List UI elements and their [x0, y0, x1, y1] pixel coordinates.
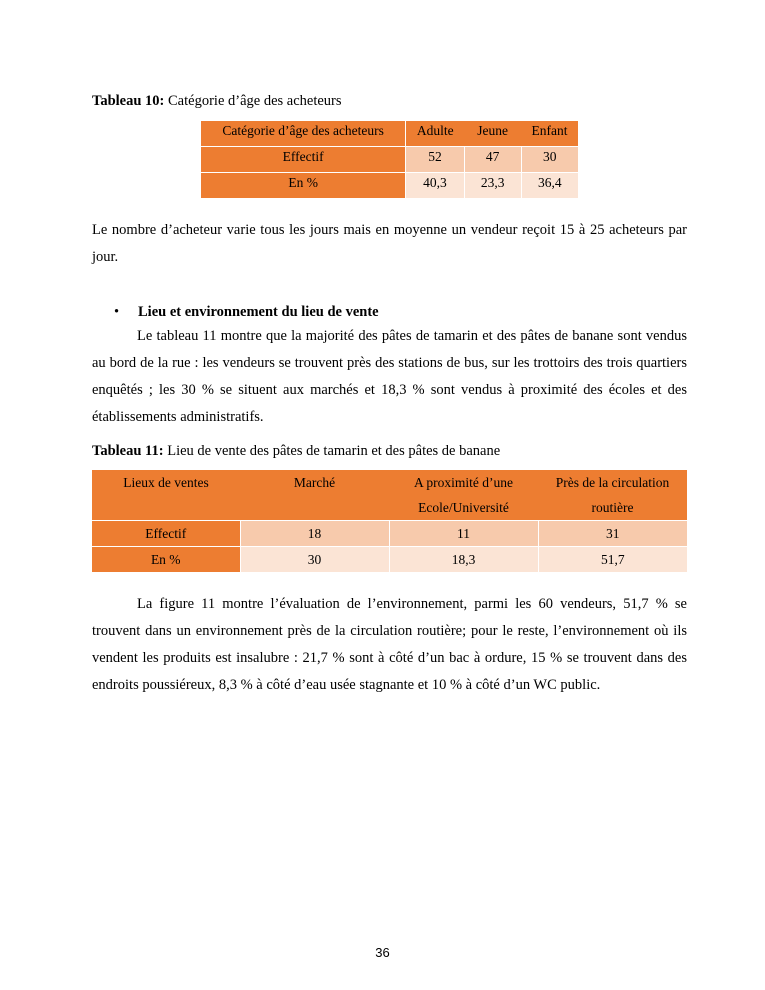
- table-11-caption-label: Tableau 11:: [92, 443, 164, 459]
- section-title: Lieu et environnement du lieu de vente: [138, 304, 379, 320]
- table-10-cell: 30: [521, 147, 578, 173]
- table-10-cell: 52: [406, 147, 464, 173]
- table-10-cell: 40,3: [406, 173, 464, 199]
- table-11-header-row: [92, 470, 687, 521]
- paragraph-buyers: Le nombre d’acheteur varie tous les jours mais en moyenne un vendeur reçoit 15 à 25 acheteurs par jour.: [92, 222, 687, 265]
- table-10: [201, 121, 578, 198]
- table-11-cell: 11: [389, 521, 538, 547]
- table-10-row-label: En %: [201, 173, 406, 199]
- table-11-header-cell: A proximité d’une Ecole/Université: [389, 470, 538, 521]
- table-11-header-cell: Lieux de ventes: [92, 470, 240, 521]
- bullet-icon: •: [114, 304, 120, 320]
- table-11-caption-text: Lieu de vente des pâtes de tamarin et des pâtes de banane: [163, 443, 501, 459]
- table-10-header-row: [201, 121, 578, 147]
- table-11-cell: 18: [240, 521, 389, 547]
- table-10-row-label: Effectif: [201, 147, 406, 173]
- table-10-caption: [92, 92, 342, 110]
- paragraph-environment: La figure 11 montre l’évaluation de l’environnement, parmi les 60 vendeurs, 51,7 % se trouvent dans un environnement près de la circulation routière; pour le reste, l’environnement où ils vendent les produits est insalubre : 21,7 % sont à côté d’un bac à ordure, 15 % se trouvent dans des endroits poussiéreux, 8,3 % à côté d’eau usée stagnante et 10 % à côté d’un WC public.: [92, 596, 687, 693]
- table-11-header-cell: Près de la circulation routière: [538, 470, 687, 521]
- page-number: 36: [375, 945, 390, 960]
- table-10-header-cell: Adulte: [406, 121, 464, 147]
- table-10-caption-text: Catégorie d’âge des acheteurs: [164, 93, 342, 109]
- table-row: [92, 521, 687, 547]
- table-10-caption-label: Tableau 10:: [92, 93, 165, 109]
- table-11-cell: 30: [240, 547, 389, 573]
- table-11-cell: 31: [538, 521, 687, 547]
- table-11-row-label: Effectif: [92, 521, 240, 547]
- table-10-cell: 36,4: [521, 173, 578, 199]
- table-10-header-cell: Jeune: [464, 121, 521, 147]
- table-10-header-cell: Catégorie d’âge des acheteurs: [201, 121, 406, 147]
- table-row: [92, 547, 687, 573]
- table-10-cell: 47: [464, 147, 521, 173]
- table-row: [201, 173, 578, 199]
- table-11-cell: 18,3: [389, 547, 538, 573]
- table-11-caption: [92, 442, 500, 460]
- table-11: [92, 470, 687, 572]
- table-11-header-cell: Marché: [240, 470, 389, 521]
- table-11-cell: 51,7: [538, 547, 687, 573]
- table-10-cell: 23,3: [464, 173, 521, 199]
- table-10-header-cell: Enfant: [521, 121, 578, 147]
- paragraph-location: Le tableau 11 montre que la majorité des pâtes de tamarin et des pâtes de banane sont vendus au bord de la rue : les vendeurs se trouvent près des stations de bus, sur les trottoirs des trois quartiers enquêtés ; les 30 % se situent aux marchés et 18,3 % sont vendus à proximité des écoles et des établissements administratifs.: [92, 328, 687, 425]
- table-11-row-label: En %: [92, 547, 240, 573]
- table-row: [201, 147, 578, 173]
